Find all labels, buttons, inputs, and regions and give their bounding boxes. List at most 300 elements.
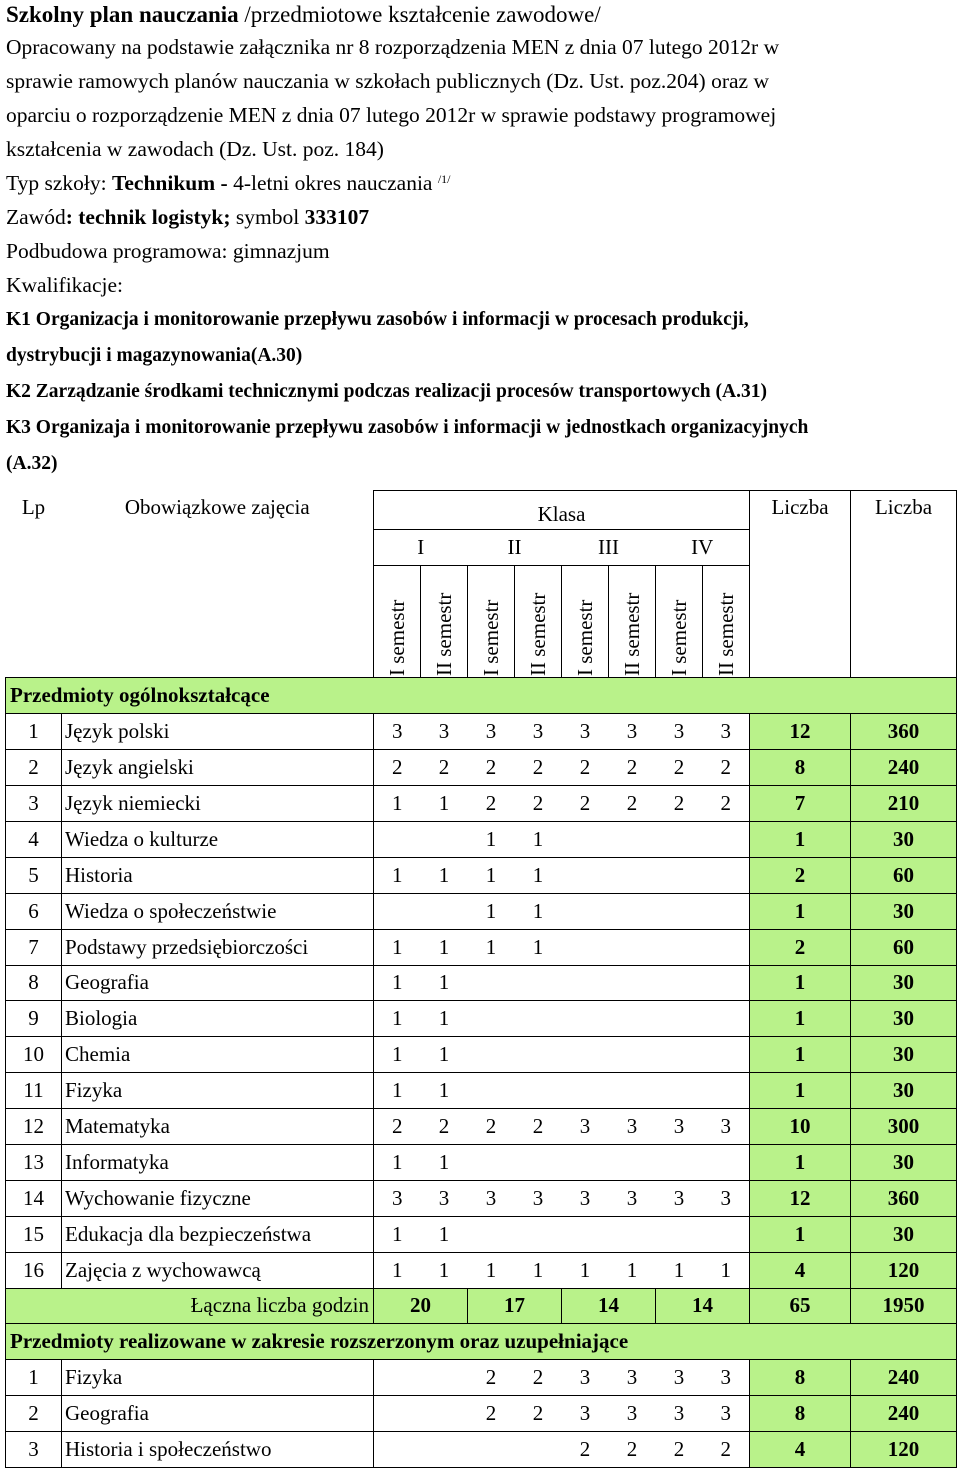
row-semester-hours: 3 <box>609 1396 656 1432</box>
header-semester-4 <box>515 566 562 678</box>
row-semester-hours: 1 <box>468 821 515 857</box>
row-semester-hours: 1 <box>515 821 562 857</box>
row-semester-hours: 3 <box>703 1396 750 1432</box>
row-total-weekly: 1 <box>750 965 851 1001</box>
row-semester-hours <box>562 929 609 965</box>
row-semester-hours: 2 <box>562 1432 609 1468</box>
row-total-weekly: 1 <box>750 1144 851 1180</box>
row-semester-hours <box>609 1216 656 1252</box>
row-semester-hours: 1 <box>515 893 562 929</box>
row-semester-hours: 2 <box>562 786 609 822</box>
header-class-1: I <box>374 530 468 566</box>
row-semester-hours: 3 <box>515 1180 562 1216</box>
row-semester-hours <box>421 893 468 929</box>
row-semester-hours: 1 <box>374 1037 421 1073</box>
row-semester-hours <box>703 1001 750 1037</box>
row-semester-hours: 1 <box>374 1216 421 1252</box>
row-total-hours: 60 <box>851 857 957 893</box>
row-semester-hours: 1 <box>374 786 421 822</box>
row-total-hours: 30 <box>851 1144 957 1180</box>
table-row <box>6 1180 957 1216</box>
row-subject: Zajęcia z wychowawcą <box>62 1252 374 1288</box>
row-subject: Biologia <box>62 1001 374 1037</box>
table-row <box>6 1216 957 1252</box>
row-semester-hours: 3 <box>374 714 421 750</box>
header-empty <box>750 530 851 566</box>
profession-label: Zawód <box>6 205 66 229</box>
row-semester-hours <box>703 965 750 1001</box>
row-semester-hours: 2 <box>703 786 750 822</box>
row-subject: Podstawy przedsiębiorczości <box>62 929 374 965</box>
sum-row <box>6 1288 957 1324</box>
header-semester-3 <box>468 566 515 678</box>
row-semester-hours: 1 <box>374 1001 421 1037</box>
row-lp: 10 <box>6 1037 62 1073</box>
school-type-duration: 4-letni okres nauczania <box>227 171 438 195</box>
row-total-weekly: 12 <box>750 714 851 750</box>
row-semester-hours: 2 <box>374 1109 421 1145</box>
header-empty <box>6 530 62 566</box>
row-semester-hours: 2 <box>703 750 750 786</box>
row-semester-hours: 1 <box>468 929 515 965</box>
table-body <box>6 491 957 1468</box>
row-semester-hours: 2 <box>609 750 656 786</box>
table-row <box>6 1144 957 1180</box>
row-semester-hours <box>421 1396 468 1432</box>
row-semester-hours: 1 <box>515 1252 562 1288</box>
semester-label: II semestr <box>714 592 738 676</box>
row-semester-hours <box>609 965 656 1001</box>
row-total-weekly: 8 <box>750 1360 851 1396</box>
semester-label: I semestr <box>479 599 503 676</box>
row-total-hours: 60 <box>851 929 957 965</box>
row-semester-hours: 1 <box>421 1037 468 1073</box>
row-semester-hours <box>609 1001 656 1037</box>
row-semester-hours: 1 <box>421 857 468 893</box>
row-subject: Historia i społeczeństwo <box>62 1432 374 1468</box>
sum-total-hours: 1950 <box>851 1288 957 1324</box>
row-subject: Informatyka <box>62 1144 374 1180</box>
row-semester-hours: 3 <box>562 714 609 750</box>
sum-class-2: 17 <box>468 1288 562 1324</box>
school-type-label: Typ szkoły: <box>6 171 112 195</box>
row-semester-hours <box>609 893 656 929</box>
row-semester-hours <box>656 1037 703 1073</box>
row-semester-hours: 2 <box>374 750 421 786</box>
table-row <box>6 1001 957 1037</box>
source-line-1: Opracowany na podstawie załącznika nr 8 rozporządzenia MEN z dnia 07 lutego 2012r w <box>6 35 780 59</box>
source-line-3: oparciu o rozporządzenie MEN z dnia 07 lutego 2012r w sprawie podstawy programowej <box>6 103 777 127</box>
row-semester-hours <box>703 1216 750 1252</box>
row-total-hours: 120 <box>851 1252 957 1288</box>
row-semester-hours: 2 <box>468 1396 515 1432</box>
row-semester-hours <box>374 1396 421 1432</box>
qualifications-label: Kwalifikacje: <box>6 273 124 297</box>
row-semester-hours <box>374 893 421 929</box>
row-semester-hours <box>703 857 750 893</box>
row-semester-hours: 3 <box>703 714 750 750</box>
row-semester-hours <box>609 1037 656 1073</box>
row-lp: 11 <box>6 1073 62 1109</box>
row-total-weekly: 1 <box>750 1001 851 1037</box>
qualification-k3-line2: (A.32) <box>6 453 58 474</box>
row-semester-hours: 3 <box>703 1109 750 1145</box>
header-empty <box>851 566 957 678</box>
row-semester-hours: 3 <box>468 1180 515 1216</box>
row-total-hours: 30 <box>851 1037 957 1073</box>
symbol-label: symbol <box>230 205 305 229</box>
row-total-weekly: 2 <box>750 929 851 965</box>
table-row <box>6 1432 957 1468</box>
row-lp: 8 <box>6 965 62 1001</box>
table-row <box>6 821 957 857</box>
row-semester-hours: 1 <box>421 1001 468 1037</box>
row-semester-hours: 3 <box>609 1360 656 1396</box>
row-subject: Historia <box>62 857 374 893</box>
row-total-hours: 30 <box>851 821 957 857</box>
row-semester-hours <box>656 857 703 893</box>
row-semester-hours <box>703 929 750 965</box>
row-total-weekly: 4 <box>750 1252 851 1288</box>
row-subject: Język niemiecki <box>62 786 374 822</box>
row-lp: 6 <box>6 893 62 929</box>
row-semester-hours <box>421 1432 468 1468</box>
header-empty <box>62 566 374 678</box>
row-semester-hours: 1 <box>374 1252 421 1288</box>
row-semester-hours: 1 <box>421 1144 468 1180</box>
row-semester-hours: 3 <box>562 1109 609 1145</box>
row-subject: Geografia <box>62 1396 374 1432</box>
table-row <box>6 786 957 822</box>
row-semester-hours: 2 <box>421 750 468 786</box>
profession <box>6 200 956 234</box>
row-semester-hours <box>609 929 656 965</box>
header-empty <box>851 530 957 566</box>
qualification-k2: K2 Zarządzanie środkami technicznymi podczas realizacji procesów transportowych (A.31) <box>6 381 767 402</box>
row-semester-hours: 1 <box>468 1252 515 1288</box>
row-semester-hours <box>609 1073 656 1109</box>
row-semester-hours <box>515 965 562 1001</box>
semester-label: II semestr <box>620 592 644 676</box>
row-semester-hours <box>562 857 609 893</box>
row-semester-hours <box>374 821 421 857</box>
row-semester-hours <box>562 1144 609 1180</box>
section-general <box>6 678 957 714</box>
semester-label: I semestr <box>667 599 691 676</box>
row-lp: 2 <box>6 1396 62 1432</box>
row-semester-hours: 1 <box>421 1073 468 1109</box>
row-subject: Edukacja dla bezpieczeństwa <box>62 1216 374 1252</box>
row-total-hours: 300 <box>851 1109 957 1145</box>
row-semester-hours <box>515 1073 562 1109</box>
semester-label: II semestr <box>432 592 456 676</box>
header-class-3: III <box>562 530 656 566</box>
row-subject: Fizyka <box>62 1360 374 1396</box>
table-row <box>6 965 957 1001</box>
header-semester-7 <box>656 566 703 678</box>
header-semesters <box>6 566 957 678</box>
row-semester-hours: 2 <box>468 1109 515 1145</box>
footnote-ref: /1/ <box>437 172 451 186</box>
program-base: Podbudowa programowa: gimnazjum <box>6 239 330 263</box>
row-semester-hours <box>562 821 609 857</box>
row-semester-hours: 1 <box>374 929 421 965</box>
row-semester-hours: 1 <box>609 1252 656 1288</box>
row-semester-hours <box>562 965 609 1001</box>
row-semester-hours <box>515 1144 562 1180</box>
row-semester-hours: 1 <box>421 786 468 822</box>
row-semester-hours: 1 <box>374 1144 421 1180</box>
row-semester-hours: 1 <box>421 929 468 965</box>
row-subject: Geografia <box>62 965 374 1001</box>
row-semester-hours <box>562 893 609 929</box>
row-lp: 3 <box>6 1432 62 1468</box>
row-semester-hours: 1 <box>515 857 562 893</box>
row-total-weekly: 4 <box>750 1432 851 1468</box>
header-empty <box>62 530 374 566</box>
header-semester-8 <box>703 566 750 678</box>
row-lp: 4 <box>6 821 62 857</box>
row-semester-hours <box>656 1001 703 1037</box>
row-semester-hours: 3 <box>609 714 656 750</box>
row-semester-hours <box>609 821 656 857</box>
source-line-2: sprawie ramowych planów nauczania w szkołach publicznych (Dz. Ust. poz.204) oraz w <box>6 69 769 93</box>
row-semester-hours: 3 <box>468 714 515 750</box>
qualification-k1-line1: K1 Organizacja i monitorowanie przepływu zasobów i informacji w procesach produkcji, <box>6 309 749 330</box>
row-semester-hours <box>468 1073 515 1109</box>
row-subject: Język polski <box>62 714 374 750</box>
row-semester-hours <box>374 1360 421 1396</box>
row-semester-hours <box>656 821 703 857</box>
row-lp: 12 <box>6 1109 62 1145</box>
row-semester-hours: 3 <box>421 714 468 750</box>
row-total-hours: 210 <box>851 786 957 822</box>
row-semester-hours: 2 <box>515 1109 562 1145</box>
row-total-weekly: 1 <box>750 1216 851 1252</box>
row-semester-hours: 2 <box>609 786 656 822</box>
header-semester-6 <box>609 566 656 678</box>
row-semester-hours <box>468 1001 515 1037</box>
header-class-4: IV <box>656 530 750 566</box>
row-lp: 9 <box>6 1001 62 1037</box>
document-title <box>6 0 956 30</box>
row-semester-hours: 3 <box>656 1109 703 1145</box>
table-row <box>6 1037 957 1073</box>
row-total-weekly: 12 <box>750 1180 851 1216</box>
table-row <box>6 1073 957 1109</box>
row-semester-hours <box>468 1432 515 1468</box>
row-lp: 7 <box>6 929 62 965</box>
row-lp: 1 <box>6 1360 62 1396</box>
row-semester-hours <box>374 1432 421 1468</box>
header-subject: Obowiązkowe zajęcia <box>124 494 310 519</box>
table-row <box>6 750 957 786</box>
row-semester-hours: 2 <box>656 786 703 822</box>
row-semester-hours <box>656 1144 703 1180</box>
row-total-weekly: 8 <box>750 1396 851 1432</box>
row-semester-hours <box>703 1144 750 1180</box>
symbol-value: 333107 <box>304 205 370 229</box>
table-row <box>6 714 957 750</box>
row-semester-hours <box>703 1037 750 1073</box>
sum-class-3: 14 <box>562 1288 656 1324</box>
qualification-k3-line1: K3 Organizaja i monitorowanie przepływu zasobów i informacji w jednostkach organizacyjnych <box>6 417 809 438</box>
row-semester-hours: 3 <box>562 1360 609 1396</box>
row-semester-hours: 3 <box>562 1396 609 1432</box>
row-semester-hours <box>656 1216 703 1252</box>
row-semester-hours: 1 <box>468 893 515 929</box>
row-semester-hours <box>562 1073 609 1109</box>
row-semester-hours <box>515 1216 562 1252</box>
sum-class-4: 14 <box>656 1288 750 1324</box>
row-semester-hours: 2 <box>609 1432 656 1468</box>
row-semester-hours: 3 <box>609 1180 656 1216</box>
row-semester-hours: 2 <box>515 750 562 786</box>
table-row <box>6 1109 957 1145</box>
header-empty <box>6 566 62 678</box>
row-total-hours: 240 <box>851 1396 957 1432</box>
row-semester-hours <box>656 965 703 1001</box>
row-semester-hours: 1 <box>421 1252 468 1288</box>
row-semester-hours: 3 <box>656 1180 703 1216</box>
row-total-weekly: 1 <box>750 893 851 929</box>
row-total-weekly: 2 <box>750 857 851 893</box>
row-semester-hours: 1 <box>703 1252 750 1288</box>
row-subject: Wychowanie fizyczne <box>62 1180 374 1216</box>
teaching-plan-table <box>5 490 957 1468</box>
row-semester-hours: 2 <box>515 1360 562 1396</box>
row-semester-hours: 1 <box>421 1216 468 1252</box>
row-semester-hours: 1 <box>656 1252 703 1288</box>
row-semester-hours: 1 <box>562 1252 609 1288</box>
title-subtitle: /przedmiotowe kształcenie zawodowe/ <box>238 2 601 27</box>
row-semester-hours <box>468 1216 515 1252</box>
row-semester-hours: 2 <box>515 786 562 822</box>
row-total-hours: 30 <box>851 965 957 1001</box>
row-semester-hours: 3 <box>421 1180 468 1216</box>
row-semester-hours: 3 <box>374 1180 421 1216</box>
row-semester-hours <box>656 1073 703 1109</box>
table-row <box>6 1396 957 1432</box>
row-semester-hours: 3 <box>656 1360 703 1396</box>
row-lp: 5 <box>6 857 62 893</box>
sum-label: Łączna liczba godzin <box>6 1288 374 1324</box>
header-semester-5 <box>562 566 609 678</box>
table-row <box>6 1360 957 1396</box>
row-lp: 3 <box>6 786 62 822</box>
row-total-hours: 120 <box>851 1432 957 1468</box>
row-semester-hours <box>421 821 468 857</box>
row-semester-hours: 3 <box>515 714 562 750</box>
row-semester-hours: 3 <box>703 1360 750 1396</box>
row-total-weekly: 1 <box>750 821 851 857</box>
row-semester-hours: 2 <box>656 1432 703 1468</box>
row-semester-hours <box>562 1216 609 1252</box>
table-row <box>6 857 957 893</box>
semester-label: I semestr <box>573 599 597 676</box>
header-row-2 <box>6 530 957 566</box>
row-semester-hours: 3 <box>562 1180 609 1216</box>
row-semester-hours <box>421 1360 468 1396</box>
row-semester-hours: 2 <box>468 786 515 822</box>
row-semester-hours: 2 <box>562 750 609 786</box>
row-semester-hours <box>515 1001 562 1037</box>
row-semester-hours <box>515 1037 562 1073</box>
row-subject: Język angielski <box>62 750 374 786</box>
header-class-2: II <box>468 530 562 566</box>
row-semester-hours: 2 <box>468 1360 515 1396</box>
school-type <box>6 166 956 200</box>
row-lp: 14 <box>6 1180 62 1216</box>
table-row <box>6 893 957 929</box>
row-semester-hours: 1 <box>374 857 421 893</box>
row-semester-hours: 1 <box>421 965 468 1001</box>
row-lp: 2 <box>6 750 62 786</box>
row-semester-hours <box>703 893 750 929</box>
row-semester-hours: 1 <box>468 857 515 893</box>
header-lp: Lp <box>21 494 46 519</box>
row-semester-hours <box>468 1037 515 1073</box>
section-title: Przedmioty realizowane w zakresie rozszerzonym oraz uzupełniające <box>6 1324 957 1360</box>
row-semester-hours <box>468 1144 515 1180</box>
row-subject: Matematyka <box>62 1109 374 1145</box>
row-lp: 13 <box>6 1144 62 1180</box>
row-lp: 15 <box>6 1216 62 1252</box>
row-total-weekly: 1 <box>750 1073 851 1109</box>
table-row <box>6 929 957 965</box>
section-title: Przedmioty ogólnokształcące <box>6 678 957 714</box>
row-total-weekly: 10 <box>750 1109 851 1145</box>
row-semester-hours <box>703 1073 750 1109</box>
row-total-hours: 30 <box>851 1073 957 1109</box>
sum-total-weekly: 65 <box>750 1288 851 1324</box>
row-semester-hours <box>656 893 703 929</box>
row-semester-hours <box>703 821 750 857</box>
row-total-hours: 360 <box>851 1180 957 1216</box>
row-total-weekly: 1 <box>750 1037 851 1073</box>
section-extended <box>6 1324 957 1360</box>
row-semester-hours <box>609 1144 656 1180</box>
qualification-k1-line2: dystrybucji i magazynowania(A.30) <box>6 345 303 366</box>
row-subject: Wiedza o społeczeństwie <box>62 893 374 929</box>
semester-label: II semestr <box>526 592 550 676</box>
header-row-1 <box>6 491 957 530</box>
source-line-4: kształcenia w zawodach (Dz. Ust. poz. 184) <box>6 137 384 161</box>
title-main: Szkolny plan nauczania <box>6 2 239 27</box>
row-semester-hours: 2 <box>703 1432 750 1468</box>
row-semester-hours: 3 <box>656 1396 703 1432</box>
sum-class-1: 20 <box>374 1288 468 1324</box>
header-semester-1 <box>374 566 421 678</box>
row-semester-hours <box>562 1001 609 1037</box>
row-semester-hours <box>609 857 656 893</box>
row-semester-hours: 3 <box>609 1109 656 1145</box>
document-header <box>6 0 956 482</box>
row-total-hours: 240 <box>851 750 957 786</box>
row-semester-hours: 2 <box>468 750 515 786</box>
row-subject: Fizyka <box>62 1073 374 1109</box>
row-semester-hours: 2 <box>421 1109 468 1145</box>
row-total-hours: 30 <box>851 1001 957 1037</box>
profession-value: : technik logistyk; <box>65 205 231 229</box>
row-subject: Chemia <box>62 1037 374 1073</box>
row-subject: Wiedza o kulturze <box>62 821 374 857</box>
row-total-hours: 30 <box>851 893 957 929</box>
row-total-weekly: 7 <box>750 786 851 822</box>
row-semester-hours: 2 <box>515 1396 562 1432</box>
row-total-hours: 240 <box>851 1360 957 1396</box>
row-lp: 16 <box>6 1252 62 1288</box>
